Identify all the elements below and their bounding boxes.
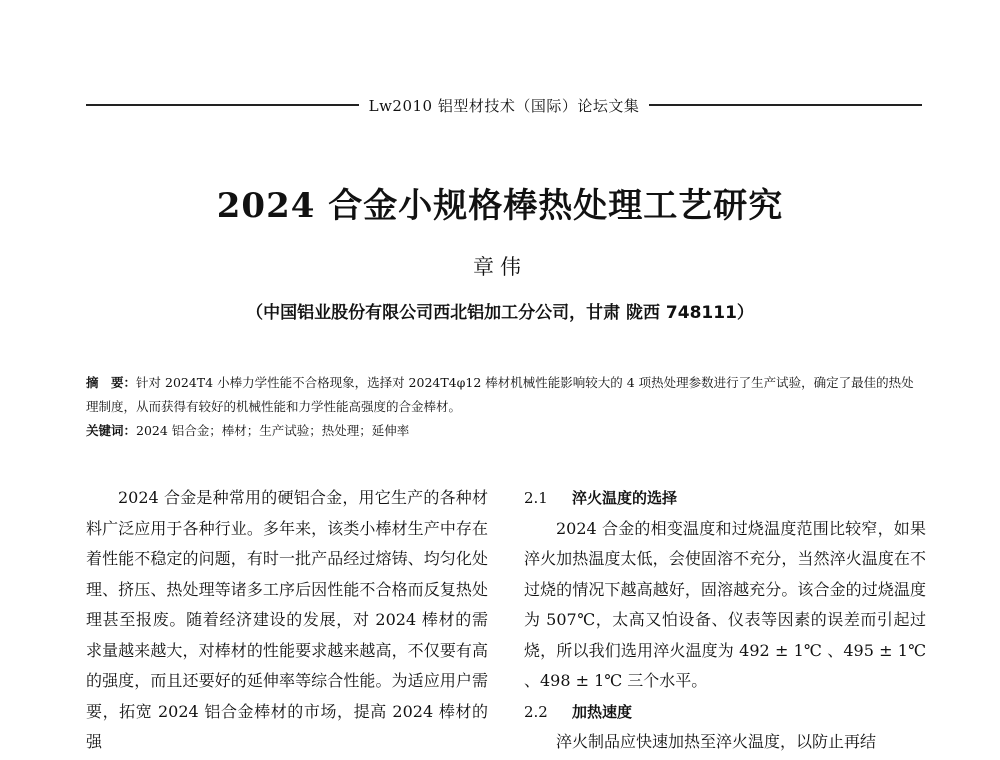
keywords-label: 关键词： bbox=[86, 423, 137, 438]
section-heading-2-2 bbox=[524, 697, 926, 728]
proceedings-title: Lw2010 铝型材技术（国际）论坛文集 bbox=[368, 96, 640, 115]
right-column bbox=[524, 483, 926, 758]
abstract-block bbox=[86, 371, 922, 443]
intro-paragraph: 2024 合金是种常用的硬铝合金，用它生产的各种材料广泛应用于各种行业。多年来，该类小棒材生产中存在着性能不稳定的问题，有时一批产品经过熔铸、均匀化处理、挤压、热处理等诸多工序后因性能不合格而反复热处理甚至报废。随着经济建设的发展，对 2024 棒材的需求量越来越大，对棒材的性能要求越来越高，不仅要有高的强度，而且还要好的延伸率等综合性能。为适应用户需要，拓宽 2024 铝合金棒材的市场，提高 2024 棒材的强 bbox=[86, 488, 488, 751]
paper-title: 2024 合金小规格棒热处理工艺研究 bbox=[216, 186, 784, 226]
paper-affiliation: （中国铝业股份有限公司西北铝加工分公司，甘肃 陇西 748111） bbox=[246, 303, 754, 323]
header-rule-right bbox=[649, 104, 922, 106]
abstract-text: 针对 2024T4 小棒力学性能不合格现象，选择对 2024T4φ12 棒材机械性能影响较大的 4 项热处理参数进行了生产试验，确定了最佳的热处理制度，从而获得有较好的机械性能和力学性能高强度的合金棒材。 bbox=[86, 375, 914, 414]
section-2-2-paragraph: 淬火制品应快速加热至淬火温度，以防止再结 bbox=[556, 732, 877, 751]
header-rule-left bbox=[86, 104, 359, 106]
section-number-2-2: 2.2 bbox=[524, 702, 548, 721]
section-title-2-1: 淬火温度的选择 bbox=[572, 489, 678, 507]
section-number-2-1: 2.1 bbox=[524, 489, 548, 507]
abstract-paragraph bbox=[86, 371, 922, 419]
keywords-paragraph bbox=[86, 419, 922, 443]
keywords-text: 2024 铝合金；棒材；生产试验；热处理；延伸率 bbox=[136, 423, 410, 438]
abstract-label: 摘 要： bbox=[86, 375, 137, 390]
paper-author: 章伟 bbox=[473, 255, 527, 279]
section-title-2-2: 加热速度 bbox=[572, 702, 633, 721]
section-heading-2-1 bbox=[524, 483, 926, 514]
section-2-1-paragraph: 2024 合金的相变温度和过烧温度范围比较窄，如果淬火加热温度太低，会使固溶不充分，当然淬火温度在不过烧的情况下越高越好，固溶越充分。该合金的过烧温度为 507℃，太高又怕设备、仪表等因素的误差而引起过烧，所以我们选用淬火温度为 492 ± 1℃ 、495 ± 1℃ 、498 ± 1℃ 三个水平。 bbox=[524, 518, 926, 690]
proceedings-header bbox=[86, 92, 922, 118]
left-column bbox=[86, 483, 488, 758]
